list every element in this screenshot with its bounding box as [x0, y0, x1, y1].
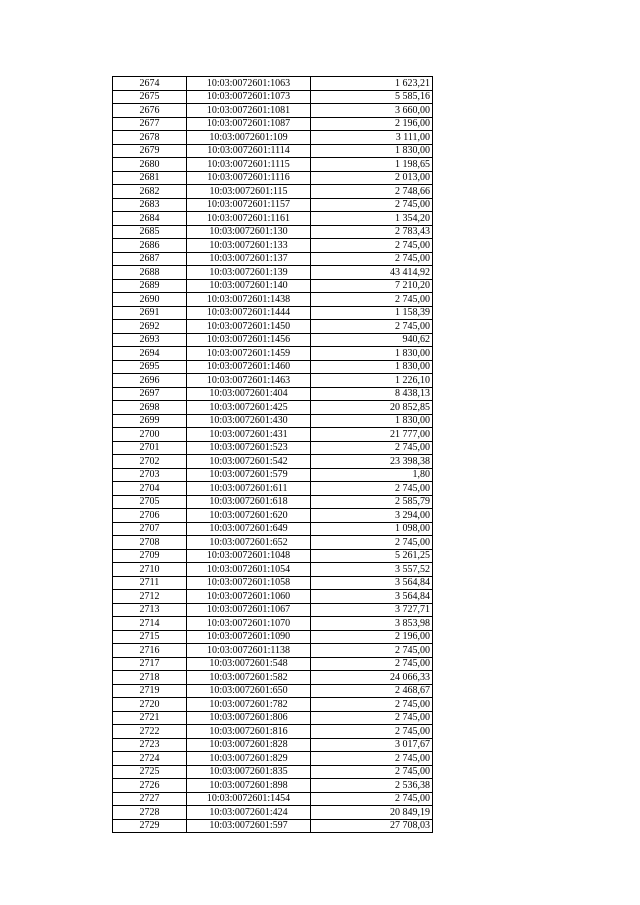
table-body	[113, 77, 433, 833]
row-number-cell: 2718	[113, 671, 187, 685]
cadastral-number-cell: 10:03:0072601:835	[187, 765, 311, 779]
row-number-cell: 2694	[113, 347, 187, 361]
table-row	[113, 792, 433, 806]
cadastral-number-cell: 10:03:0072601:829	[187, 752, 311, 766]
row-number-cell: 2698	[113, 401, 187, 415]
cadastral-number-cell: 10:03:0072601:1161	[187, 212, 311, 226]
value-cell: 1,80	[311, 468, 433, 482]
value-cell: 2 745,00	[311, 644, 433, 658]
value-cell: 2 536,38	[311, 779, 433, 793]
cadastral-number-cell: 10:03:0072601:139	[187, 266, 311, 280]
cadastral-number-cell: 10:03:0072601:650	[187, 684, 311, 698]
cadastral-number-cell: 10:03:0072601:1460	[187, 360, 311, 374]
value-cell: 2 745,00	[311, 252, 433, 266]
value-cell: 1 830,00	[311, 360, 433, 374]
cadastral-number-cell: 10:03:0072601:109	[187, 131, 311, 145]
table-row	[113, 482, 433, 496]
table-row	[113, 360, 433, 374]
table-row	[113, 225, 433, 239]
row-number-cell: 2705	[113, 495, 187, 509]
cadastral-number-cell: 10:03:0072601:431	[187, 428, 311, 442]
cadastral-number-cell: 10:03:0072601:1138	[187, 644, 311, 658]
table-row	[113, 738, 433, 752]
table-row	[113, 698, 433, 712]
cadastral-number-cell: 10:03:0072601:548	[187, 657, 311, 671]
value-cell: 2 468,67	[311, 684, 433, 698]
table-row	[113, 347, 433, 361]
cadastral-number-cell: 10:03:0072601:1054	[187, 563, 311, 577]
table-row	[113, 671, 433, 685]
value-cell: 1 198,65	[311, 158, 433, 172]
table-row	[113, 590, 433, 604]
table-row	[113, 198, 433, 212]
cadastral-number-cell: 10:03:0072601:816	[187, 725, 311, 739]
table-row	[113, 576, 433, 590]
row-number-cell: 2727	[113, 792, 187, 806]
row-number-cell: 2721	[113, 711, 187, 725]
value-cell: 2 745,00	[311, 239, 433, 253]
row-number-cell: 2707	[113, 522, 187, 536]
value-cell: 24 066,33	[311, 671, 433, 685]
table-row	[113, 374, 433, 388]
value-cell: 2 745,00	[311, 698, 433, 712]
value-cell: 43 414,92	[311, 266, 433, 280]
table-row	[113, 495, 433, 509]
row-number-cell: 2675	[113, 90, 187, 104]
cadastral-number-cell: 10:03:0072601:1070	[187, 617, 311, 631]
table-row	[113, 765, 433, 779]
cadastral-number-cell: 10:03:0072601:140	[187, 279, 311, 293]
cadastral-number-cell: 10:03:0072601:618	[187, 495, 311, 509]
value-cell: 8 438,13	[311, 387, 433, 401]
value-cell: 2 745,00	[311, 792, 433, 806]
value-cell: 3 557,52	[311, 563, 433, 577]
value-cell: 3 564,84	[311, 576, 433, 590]
cadastral-number-cell: 10:03:0072601:582	[187, 671, 311, 685]
cadastral-number-cell: 10:03:0072601:1157	[187, 198, 311, 212]
cadastral-number-cell: 10:03:0072601:1090	[187, 630, 311, 644]
cadastral-number-cell: 10:03:0072601:1073	[187, 90, 311, 104]
value-cell: 7 210,20	[311, 279, 433, 293]
value-cell: 20 849,19	[311, 806, 433, 820]
value-cell: 2 745,00	[311, 657, 433, 671]
row-number-cell: 2713	[113, 603, 187, 617]
table-row	[113, 725, 433, 739]
value-cell: 27 708,03	[311, 819, 433, 833]
value-cell: 1 354,20	[311, 212, 433, 226]
table-row	[113, 117, 433, 131]
value-cell: 2 745,00	[311, 198, 433, 212]
row-number-cell: 2726	[113, 779, 187, 793]
value-cell: 2 783,43	[311, 225, 433, 239]
cadastral-number-cell: 10:03:0072601:828	[187, 738, 311, 752]
table-row	[113, 77, 433, 91]
row-number-cell: 2674	[113, 77, 187, 91]
cadastral-number-cell: 10:03:0072601:115	[187, 185, 311, 199]
row-number-cell: 2725	[113, 765, 187, 779]
cadastral-number-cell: 10:03:0072601:1063	[187, 77, 311, 91]
row-number-cell: 2690	[113, 293, 187, 307]
value-cell: 3 853,98	[311, 617, 433, 631]
table-row	[113, 131, 433, 145]
cadastral-number-cell: 10:03:0072601:1463	[187, 374, 311, 388]
cadastral-number-cell: 10:03:0072601:652	[187, 536, 311, 550]
cadastral-number-cell: 10:03:0072601:542	[187, 455, 311, 469]
value-cell: 23 398,38	[311, 455, 433, 469]
table-row	[113, 104, 433, 118]
row-number-cell: 2720	[113, 698, 187, 712]
table-row	[113, 549, 433, 563]
table-row	[113, 806, 433, 820]
row-number-cell: 2699	[113, 414, 187, 428]
table-row	[113, 90, 433, 104]
cadastral-number-cell: 10:03:0072601:425	[187, 401, 311, 415]
cadastral-number-cell: 10:03:0072601:597	[187, 819, 311, 833]
value-cell: 2 745,00	[311, 293, 433, 307]
row-number-cell: 2722	[113, 725, 187, 739]
table-row	[113, 536, 433, 550]
table-row	[113, 212, 433, 226]
cadastral-number-cell: 10:03:0072601:1115	[187, 158, 311, 172]
table-row	[113, 320, 433, 334]
value-cell: 5 585,16	[311, 90, 433, 104]
row-number-cell: 2678	[113, 131, 187, 145]
row-number-cell: 2717	[113, 657, 187, 671]
row-number-cell: 2691	[113, 306, 187, 320]
row-number-cell: 2680	[113, 158, 187, 172]
cadastral-number-cell: 10:03:0072601:130	[187, 225, 311, 239]
table-row	[113, 266, 433, 280]
table-row	[113, 603, 433, 617]
value-cell: 2 585,79	[311, 495, 433, 509]
value-cell: 2 745,00	[311, 765, 433, 779]
row-number-cell: 2682	[113, 185, 187, 199]
cadastral-number-cell: 10:03:0072601:1048	[187, 549, 311, 563]
row-number-cell: 2687	[113, 252, 187, 266]
table-row	[113, 657, 433, 671]
cadastral-number-cell: 10:03:0072601:806	[187, 711, 311, 725]
row-number-cell: 2711	[113, 576, 187, 590]
row-number-cell: 2683	[113, 198, 187, 212]
table-row	[113, 185, 433, 199]
row-number-cell: 2684	[113, 212, 187, 226]
row-number-cell: 2723	[113, 738, 187, 752]
row-number-cell: 2685	[113, 225, 187, 239]
table-row	[113, 684, 433, 698]
cadastral-number-cell: 10:03:0072601:1456	[187, 333, 311, 347]
table-row	[113, 644, 433, 658]
cadastral-number-cell: 10:03:0072601:1081	[187, 104, 311, 118]
table-row	[113, 387, 433, 401]
cadastral-number-cell: 10:03:0072601:1454	[187, 792, 311, 806]
row-number-cell: 2679	[113, 144, 187, 158]
row-number-cell: 2689	[113, 279, 187, 293]
table-row	[113, 252, 433, 266]
table-row	[113, 752, 433, 766]
table-row	[113, 239, 433, 253]
row-number-cell: 2706	[113, 509, 187, 523]
value-cell: 3 017,67	[311, 738, 433, 752]
table-row	[113, 563, 433, 577]
row-number-cell: 2700	[113, 428, 187, 442]
row-number-cell: 2677	[113, 117, 187, 131]
value-cell: 1 830,00	[311, 144, 433, 158]
value-cell: 2 013,00	[311, 171, 433, 185]
row-number-cell: 2692	[113, 320, 187, 334]
value-cell: 2 196,00	[311, 630, 433, 644]
table-row	[113, 630, 433, 644]
cadastral-number-cell: 10:03:0072601:1116	[187, 171, 311, 185]
table-row	[113, 779, 433, 793]
value-cell: 940,62	[311, 333, 433, 347]
table-row	[113, 293, 433, 307]
table-row	[113, 306, 433, 320]
value-cell: 1 158,39	[311, 306, 433, 320]
table-row	[113, 158, 433, 172]
value-cell: 3 660,00	[311, 104, 433, 118]
value-cell: 2 745,00	[311, 441, 433, 455]
row-number-cell: 2704	[113, 482, 187, 496]
row-number-cell: 2708	[113, 536, 187, 550]
row-number-cell: 2719	[113, 684, 187, 698]
cadastral-number-cell: 10:03:0072601:1438	[187, 293, 311, 307]
row-number-cell: 2710	[113, 563, 187, 577]
value-cell: 2 745,00	[311, 482, 433, 496]
row-number-cell: 2681	[113, 171, 187, 185]
row-number-cell: 2728	[113, 806, 187, 820]
row-number-cell: 2695	[113, 360, 187, 374]
table-row	[113, 819, 433, 833]
value-cell: 21 777,00	[311, 428, 433, 442]
table-row	[113, 171, 433, 185]
value-cell: 1 830,00	[311, 347, 433, 361]
cadastral-number-cell: 10:03:0072601:1087	[187, 117, 311, 131]
value-cell: 2 196,00	[311, 117, 433, 131]
cadastral-number-cell: 10:03:0072601:424	[187, 806, 311, 820]
value-cell: 3 111,00	[311, 131, 433, 145]
table-row	[113, 414, 433, 428]
cadastral-number-cell: 10:03:0072601:1450	[187, 320, 311, 334]
cadastral-number-cell: 10:03:0072601:649	[187, 522, 311, 536]
row-number-cell: 2724	[113, 752, 187, 766]
table-row	[113, 711, 433, 725]
value-cell: 2 745,00	[311, 725, 433, 739]
value-cell: 2 745,00	[311, 320, 433, 334]
cadastral-number-cell: 10:03:0072601:1459	[187, 347, 311, 361]
table-row	[113, 509, 433, 523]
table-row	[113, 522, 433, 536]
cadastral-number-cell: 10:03:0072601:611	[187, 482, 311, 496]
value-cell: 3 564,84	[311, 590, 433, 604]
table-row	[113, 428, 433, 442]
row-number-cell: 2697	[113, 387, 187, 401]
cadastral-number-cell: 10:03:0072601:133	[187, 239, 311, 253]
table-row	[113, 455, 433, 469]
value-cell: 5 261,25	[311, 549, 433, 563]
row-number-cell: 2688	[113, 266, 187, 280]
value-cell: 1 226,10	[311, 374, 433, 388]
value-cell: 3 294,00	[311, 509, 433, 523]
cadastral-number-cell: 10:03:0072601:1444	[187, 306, 311, 320]
row-number-cell: 2716	[113, 644, 187, 658]
value-cell: 2 745,00	[311, 536, 433, 550]
row-number-cell: 2696	[113, 374, 187, 388]
cadastral-number-cell: 10:03:0072601:1067	[187, 603, 311, 617]
table-row	[113, 333, 433, 347]
cadastral-number-cell: 10:03:0072601:404	[187, 387, 311, 401]
cadastral-number-cell: 10:03:0072601:430	[187, 414, 311, 428]
cadastral-number-cell: 10:03:0072601:1058	[187, 576, 311, 590]
row-number-cell: 2676	[113, 104, 187, 118]
row-number-cell: 2686	[113, 239, 187, 253]
cadastral-number-cell: 10:03:0072601:137	[187, 252, 311, 266]
table-row	[113, 401, 433, 415]
table-row	[113, 441, 433, 455]
row-number-cell: 2715	[113, 630, 187, 644]
value-cell: 2 745,00	[311, 752, 433, 766]
table-row	[113, 617, 433, 631]
value-cell: 3 727,71	[311, 603, 433, 617]
row-number-cell: 2712	[113, 590, 187, 604]
cadastral-number-cell: 10:03:0072601:579	[187, 468, 311, 482]
table-row	[113, 144, 433, 158]
cadastral-number-cell: 10:03:0072601:620	[187, 509, 311, 523]
row-number-cell: 2729	[113, 819, 187, 833]
cadastral-number-cell: 10:03:0072601:898	[187, 779, 311, 793]
value-cell: 1 830,00	[311, 414, 433, 428]
row-number-cell: 2701	[113, 441, 187, 455]
row-number-cell: 2702	[113, 455, 187, 469]
cadastral-number-cell: 10:03:0072601:1060	[187, 590, 311, 604]
table-row	[113, 468, 433, 482]
row-number-cell: 2703	[113, 468, 187, 482]
value-cell: 1 098,00	[311, 522, 433, 536]
value-cell: 20 852,85	[311, 401, 433, 415]
data-table	[112, 76, 433, 833]
cadastral-number-cell: 10:03:0072601:782	[187, 698, 311, 712]
row-number-cell: 2714	[113, 617, 187, 631]
value-cell: 2 745,00	[311, 711, 433, 725]
cadastral-number-cell: 10:03:0072601:1114	[187, 144, 311, 158]
table-row	[113, 279, 433, 293]
row-number-cell: 2709	[113, 549, 187, 563]
value-cell: 1 623,21	[311, 77, 433, 91]
value-cell: 2 748,66	[311, 185, 433, 199]
cadastral-number-cell: 10:03:0072601:523	[187, 441, 311, 455]
row-number-cell: 2693	[113, 333, 187, 347]
